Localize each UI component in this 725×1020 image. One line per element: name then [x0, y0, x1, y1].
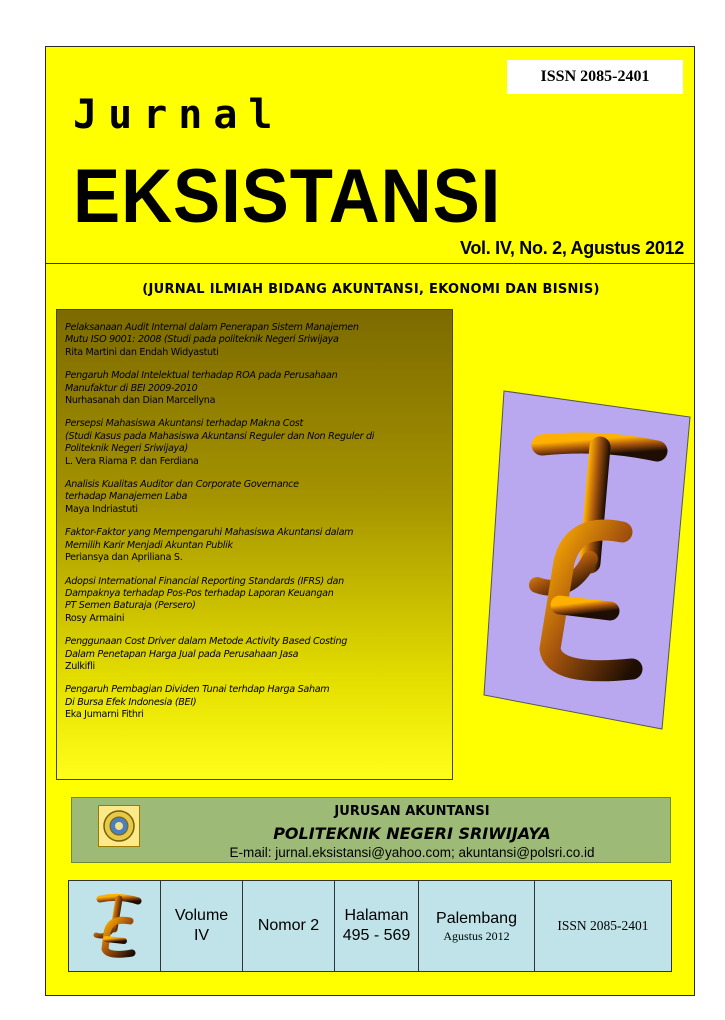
toc-title-line: terhadap Manajemen Laba [65, 491, 188, 503]
toc-authors: Periansya dan Apriliana S. [65, 552, 183, 564]
date-value: Agustus 2012 [443, 928, 510, 943]
nomor-value: Nomor 2 [257, 917, 320, 934]
toc-entry [65, 576, 446, 626]
toc-title-line: PT Semen Baturaja (Persero) [65, 600, 196, 612]
publication-info-table [68, 880, 672, 972]
toc-entry [65, 370, 446, 407]
toc-title-line: Pengaruh Pembagian Dividen Tunai terhdap Harga Saham [65, 684, 330, 696]
toc-entry [65, 418, 446, 468]
halaman-value: 495 - 569 [342, 927, 411, 944]
info-row [69, 881, 672, 972]
toc-title-line: Pelaksanaan Audit Internal dalam Penerapan Sistem Manajemen [65, 322, 359, 333]
toc-title-line: Penggunaan Cost Driver dalam Metode Activity Based Costing [65, 636, 348, 648]
toc-title-line: Mutu ISO 9001: 2008 (Studi pada politeknik Negeri Sriwijaya [65, 334, 339, 346]
toc-title-line: Dampaknya terhadap Pos-Pos terhadap Laporan Keuangan [65, 587, 334, 599]
volume-label: Volume [174, 907, 229, 924]
toc-title-line: Faktor-Faktor yang Mempengaruhi Mahasiswa Akuntansi dalam [65, 527, 354, 539]
department-band [71, 797, 671, 863]
toc-title-line: Dalam Penetapan Harga Jual pada Perusahaan Jasa [65, 648, 299, 660]
toc-authors: Rita Martini dan Endah Widyastuti [65, 346, 219, 358]
toc-title-line: Politeknik Negeri Sriwijaya) [65, 443, 188, 455]
toc-entry [65, 684, 446, 721]
issn-label: ISSN 2085-2401 [507, 60, 683, 94]
toc-title-line: Pengaruh Modal Intelektual terhadap ROA pada Perusahaan [65, 370, 338, 382]
volume-cell [161, 881, 243, 972]
info-logo-cell [69, 881, 161, 972]
toc-title-line: (Studi Kasus pada Mahasiswa Akuntansi Reguler dan Non Reguler di [65, 430, 375, 442]
toc-authors: Nurhasanah dan Dian Marcellyna [65, 395, 216, 407]
small-logo-icon [80, 883, 150, 965]
volume-value: IV [193, 927, 210, 944]
toc-entry [65, 636, 446, 673]
toc-authors: Zulkifli [65, 660, 95, 672]
toc-authors: Maya Indriastuti [65, 503, 138, 515]
toc-entry [65, 322, 446, 359]
toc-entry [65, 527, 446, 564]
toc-title-line: Persepsi Mahasiswa Akuntansi terhadap Makna Cost [65, 418, 303, 430]
journal-title: EKSISTANSI [73, 154, 502, 239]
department-name: JURUSAN AKUNTANSI [334, 804, 490, 819]
issn-value: ISSN 2085-2401 [557, 918, 649, 933]
journal-cover [45, 46, 695, 996]
issn-cell [535, 881, 672, 972]
halaman-cell [335, 881, 419, 972]
journal-subtitle: (JURNAL ILMIAH BIDANG AKUNTANSI, EKONOMI DAN BISNIS) [142, 282, 600, 297]
toc-authors: Eka Jumarni Fithri [65, 709, 144, 721]
place-date-cell [419, 881, 535, 972]
jurnal-word: Jurnal [73, 92, 284, 138]
toc-entry [65, 479, 446, 516]
institution-name: POLITEKNIK NEGERI SRIWIJAYA [273, 824, 551, 843]
halaman-label: Halaman [344, 907, 409, 924]
toc-authors: L. Vera Riama P. dan Ferdiana [65, 455, 199, 467]
volume-line: Vol. IV, No. 2, Agustus 2012 [459, 238, 684, 258]
toc-title-line: Analisis Kualitas Auditor dan Corporate Governance [65, 479, 299, 491]
toc-title-line: Manufaktur di BEI 2009-2010 [65, 382, 198, 394]
toc-title-line: Memilih Karir Menjadi Akuntan Publik [65, 539, 233, 551]
toc-title-line: Di Bursa Efek Indonesia (BEI) [65, 696, 197, 708]
city-value: Palembang [436, 909, 517, 927]
toc-authors: Rosy Armaini [65, 612, 125, 624]
toc-title-line: Adopsi International Financial Reporting Standards (IFRS) dan [65, 575, 344, 587]
divider [46, 263, 694, 264]
table-of-contents [56, 309, 453, 780]
journal-logo [482, 387, 692, 732]
contact-email: E-mail: jurnal.eksistansi@yahoo.com; akuntansi@polsri.co.id [229, 845, 595, 860]
nomor-cell [243, 881, 335, 972]
